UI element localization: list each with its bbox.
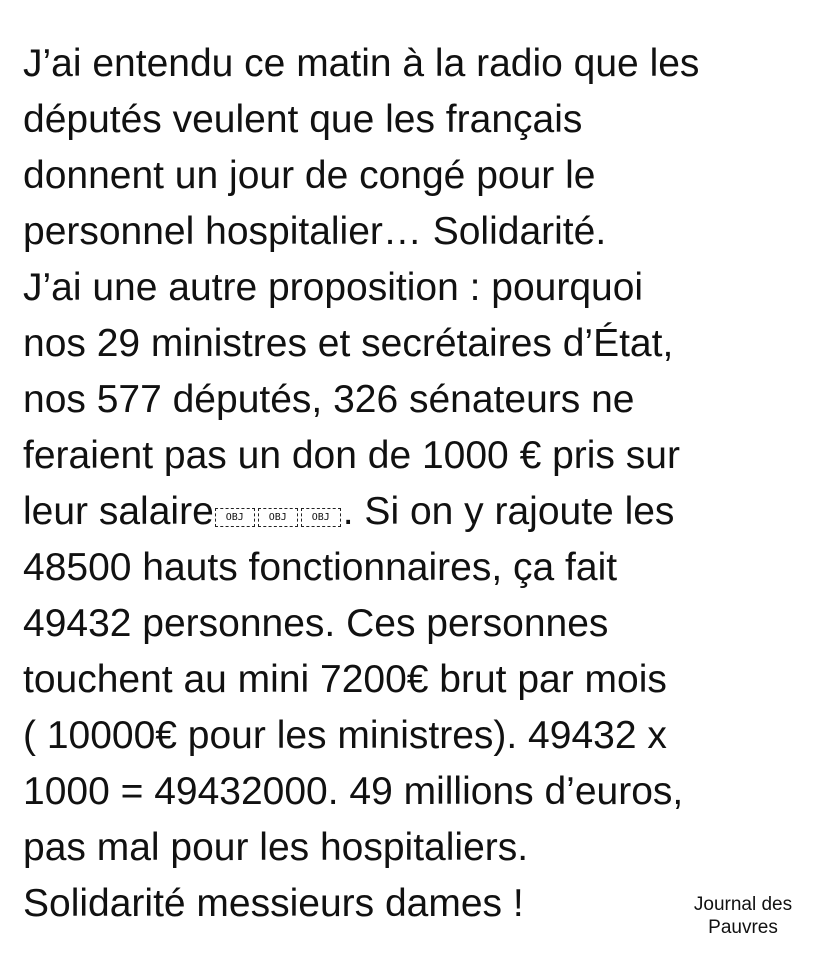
watermark-line-2: Pauvres (708, 917, 778, 939)
text-line-13: ( 10000€ pour les ministres). 49432 x (23, 714, 667, 757)
text-line-8: feraient pas un don de 1000 € pris sur (23, 434, 680, 477)
text-line-15: pas mal pour les hospitaliers. (23, 826, 529, 869)
watermark-line-1: Journal des (693, 894, 793, 915)
obj-placeholder-3: OBJ (301, 508, 341, 527)
text-line-10: 48500 hauts fonctionnaires, ça fait (23, 546, 618, 589)
text-line-14: 1000 = 49432000. 49 millions d’euros, (23, 770, 684, 813)
text-line-6: nos 29 ministres et secrétaires d’État, (23, 322, 674, 365)
text-line-16: Solidarité messieurs dames ! (23, 882, 524, 925)
text-line-3: donnent un jour de congé pour le (23, 154, 596, 197)
text-line-12: touchent au mini 7200€ brut par mois (23, 658, 667, 701)
text-line-7: nos 577 députés, 326 sénateurs ne (23, 378, 635, 421)
text-line-2: députés veulent que les français (23, 98, 583, 141)
obj-placeholder-1: OBJ (215, 508, 255, 527)
text-line-9 (23, 492, 674, 531)
text-line-11: 49432 personnes. Ces personnes (23, 602, 609, 645)
text-line-1: J’ai entendu ce matin à la radio que les (23, 42, 700, 85)
text-line-4: personnel hospitalier… Solidarité. (23, 210, 607, 253)
obj-placeholder-2: OBJ (258, 508, 298, 527)
text-line-5: J’ai une autre proposition : pourquoi (23, 266, 644, 309)
journal-watermark (673, 893, 813, 939)
text-line-9-end: . Si on y rajoute les (342, 490, 675, 533)
text-line-9-start: leur salaire (23, 490, 214, 533)
